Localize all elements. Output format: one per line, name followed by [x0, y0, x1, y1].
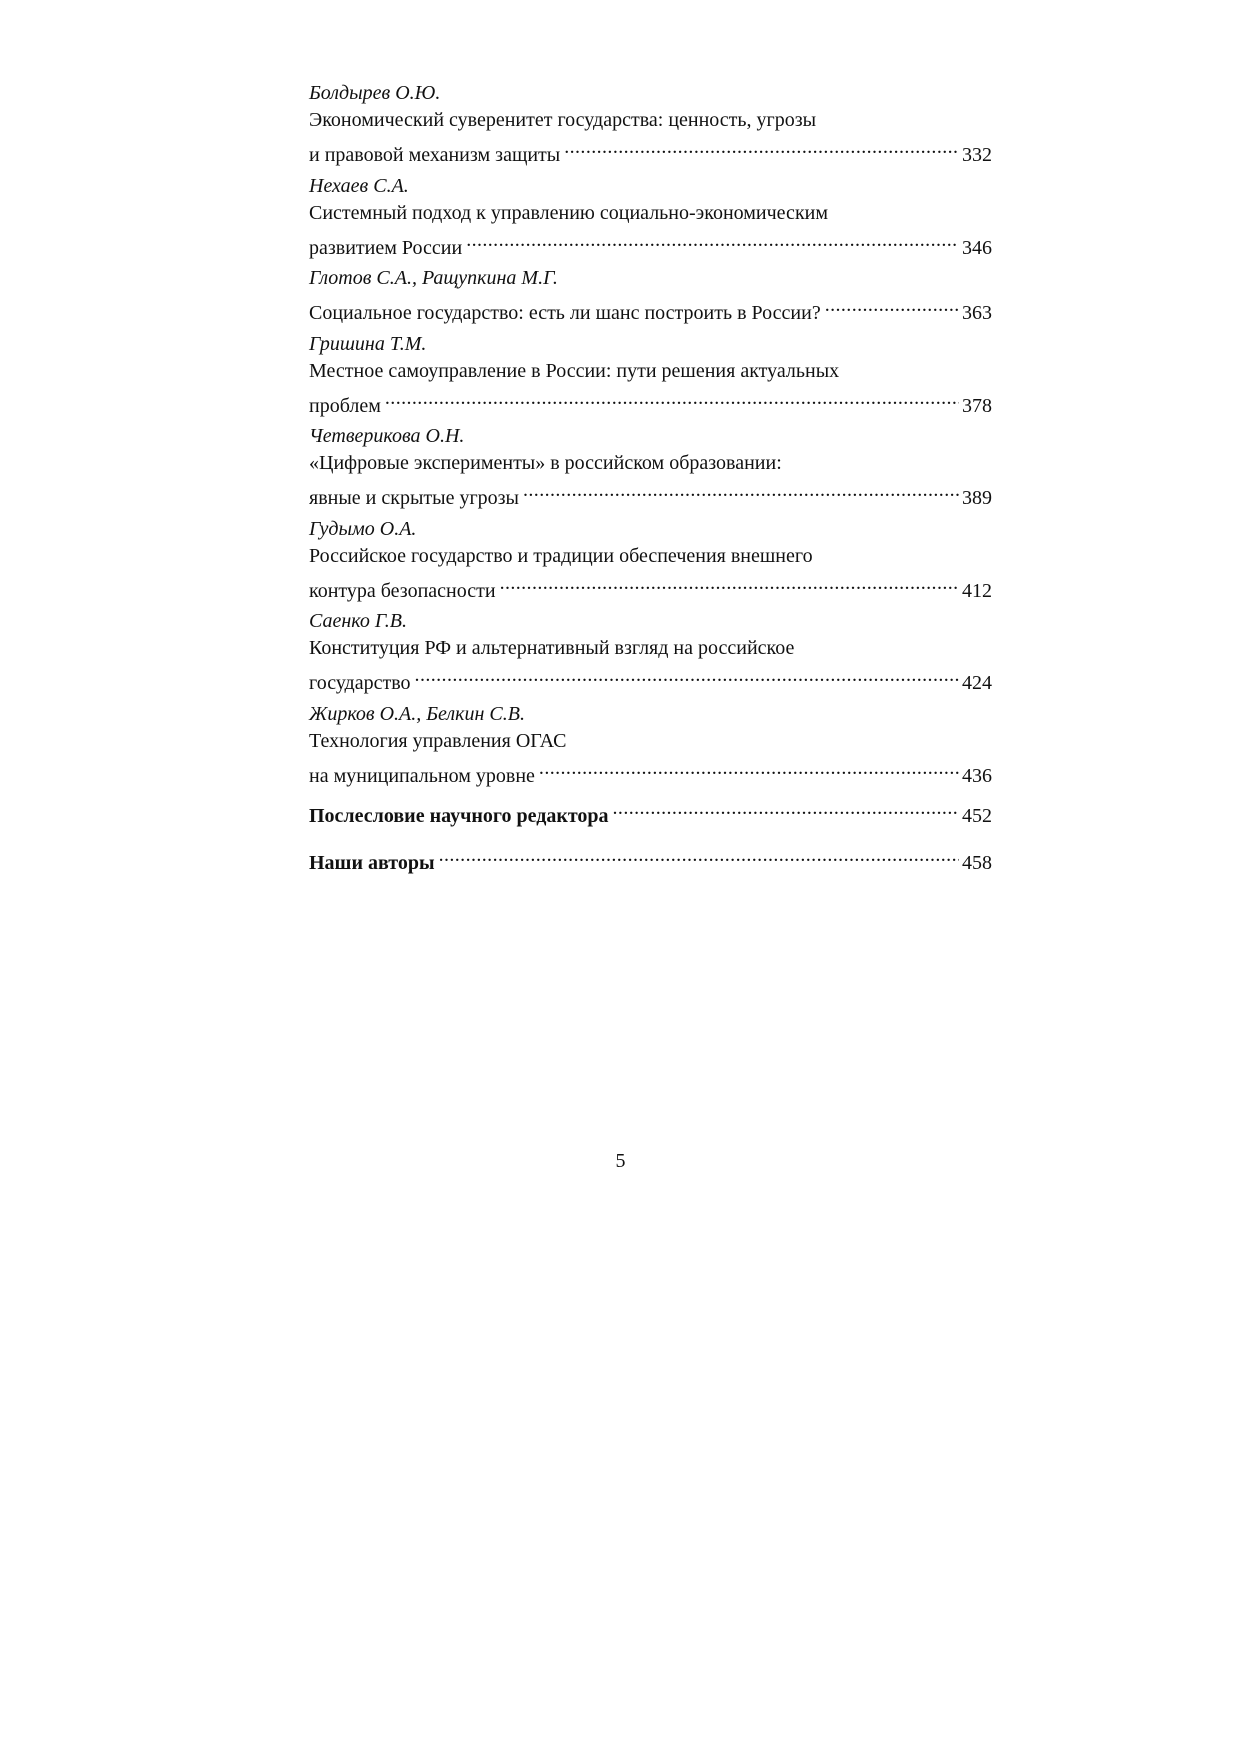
entry-author: Четверикова О.Н.: [309, 425, 465, 447]
entry-page-number: 389: [962, 487, 992, 509]
entry-title-last-line: [309, 385, 992, 417]
entry-title-last-line: [309, 795, 992, 827]
dot-leader: [825, 292, 959, 319]
entry-author: Жирков О.А., Белкин С.В.: [309, 702, 525, 725]
entry-author: Болдырев О.Ю.: [309, 82, 441, 104]
entry-title-line: Технология управления ОГАС: [309, 729, 567, 752]
entry-title-last-line: [309, 842, 992, 874]
our-authors-page-number: 458: [962, 851, 992, 874]
toc-entry-boldyrev[interactable]: [309, 80, 992, 166]
entry-title-text: контура безопасности: [309, 579, 496, 602]
entry-title-last-line: [309, 570, 992, 602]
dot-leader: [415, 662, 959, 689]
dot-leader: [539, 755, 959, 782]
entry-title-text: проблем: [309, 394, 381, 417]
entry-author: Глотов С.А., Ращупкина М.Г.: [309, 267, 558, 289]
entry-page-number: 363: [962, 302, 992, 324]
toc-entry-gudymo[interactable]: [309, 516, 992, 602]
toc-entry-saenko[interactable]: [309, 608, 992, 694]
entry-page-number: 346: [962, 236, 992, 259]
dot-leader: [500, 570, 959, 597]
entry-title-line: Системный подход к управлению социально-экономическим: [309, 201, 829, 224]
dot-leader: [613, 795, 959, 822]
toc-entry-grishina[interactable]: [309, 331, 992, 417]
toc-entry-chetverikova[interactable]: [309, 423, 992, 509]
entry-author: Нехаев С.А.: [309, 174, 409, 197]
entry-title-last-line: [309, 227, 992, 259]
entry-title-text: на муниципальном уровне: [309, 764, 535, 787]
entry-title-last-line: [309, 292, 992, 324]
toc-entry-our-authors[interactable]: [309, 842, 992, 874]
entry-title-text: государство: [309, 672, 411, 694]
table-of-contents: [309, 80, 992, 889]
entry-title-line: Конституция РФ и альтернативный взгляд на российское: [309, 637, 795, 659]
entry-title-text: явные и скрытые угрозы: [309, 487, 519, 509]
afterword-title: Послесловие научного редактора: [309, 804, 609, 827]
dot-leader: [564, 134, 959, 161]
dot-leader: [439, 842, 959, 869]
our-authors-title: Наши авторы: [309, 851, 435, 874]
dot-leader: [385, 385, 959, 412]
toc-entry-glotov[interactable]: [309, 265, 992, 324]
toc-entry-nekhaev[interactable]: [309, 173, 992, 259]
entry-title-line: Экономический суверенитет государства: ценность, угрозы: [309, 109, 817, 131]
dot-leader: [466, 227, 959, 254]
entry-page-number: 332: [962, 144, 992, 166]
entry-title-text: и правовой механизм защиты: [309, 144, 561, 166]
toc-entry-zhirkov[interactable]: [309, 701, 992, 787]
entry-title-last-line: [309, 134, 992, 166]
entry-title-text: развитием России: [309, 236, 463, 259]
entry-title-last-line: [309, 662, 992, 694]
entry-title-last-line: [309, 477, 992, 509]
entry-title-line: «Цифровые эксперименты» в российском образовании:: [309, 452, 782, 474]
entry-author: Саенко Г.В.: [309, 610, 407, 632]
entry-page-number: 378: [962, 394, 992, 417]
entry-page-number: 424: [962, 672, 992, 694]
entry-page-number: 436: [962, 764, 992, 787]
entry-title-line: Местное самоуправление в России: пути решения актуальных: [309, 359, 840, 382]
entry-author: Гришина Т.М.: [309, 332, 427, 355]
page-number: 5: [615, 1150, 626, 1172]
entry-title-line: Российское государство и традиции обеспечения внешнего: [309, 544, 813, 567]
entry-author: Гудымо О.А.: [309, 517, 417, 540]
entry-title-text: Социальное государство: есть ли шанс построить в России?: [309, 302, 821, 324]
toc-entry-afterword[interactable]: [309, 795, 992, 827]
afterword-page-number: 452: [962, 804, 992, 827]
entry-page-number: 412: [962, 579, 992, 602]
entry-title-last-line: [309, 755, 992, 787]
dot-leader: [523, 477, 959, 504]
